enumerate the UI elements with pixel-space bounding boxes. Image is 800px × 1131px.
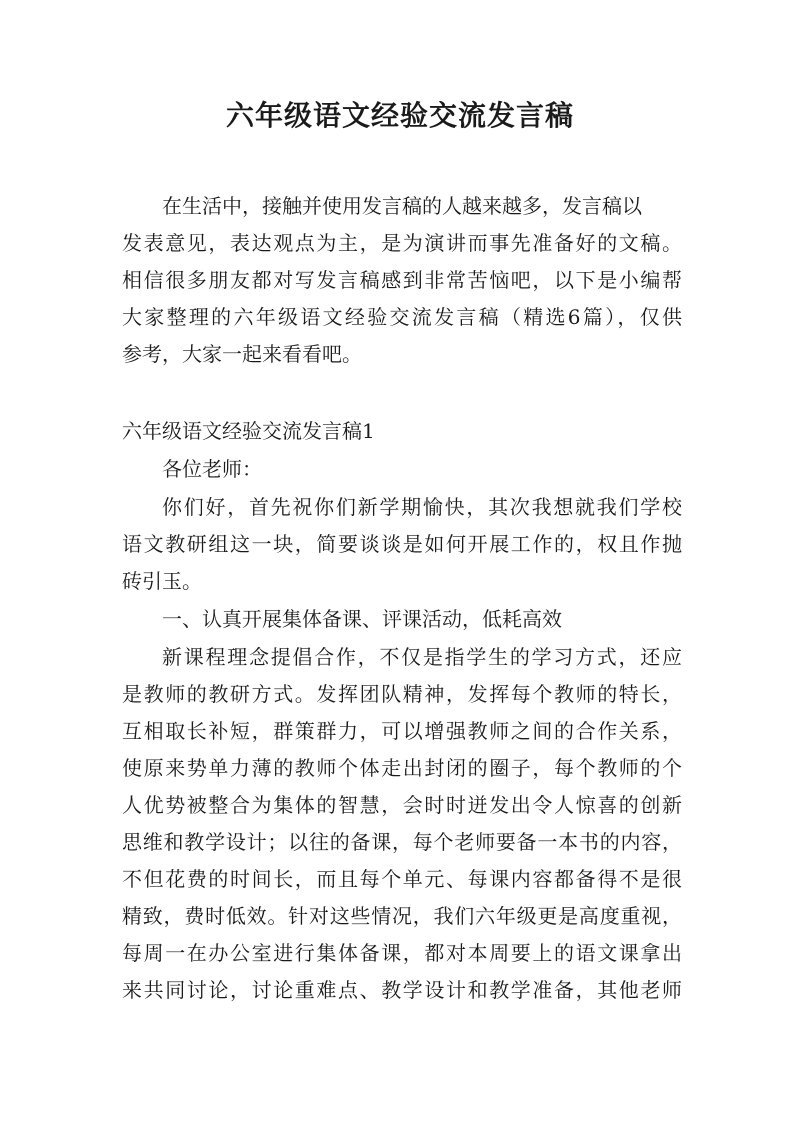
paragraph-line: 来共同讨论，讨论重难点、教学设计和教学准备，其他老师 (122, 978, 682, 1002)
document-title: 六年级语文经验交流发言稿 (225, 99, 574, 132)
paragraph-line: 每周一在办公室进行集体备课，都对本周要上的语文课拿出 (122, 941, 682, 965)
paragraph-line: 使原来势单力薄的教师个体走出封闭的圈子，每个教师的个 (122, 756, 682, 780)
subsection-heading: 一、认真开展集体备课、评课活动，低耗高效 (162, 607, 562, 631)
paragraph-line: 在生活中，接触并使用发言稿的人越来越多，发言稿以 (162, 194, 642, 218)
paragraph-line: 是教师的教研方式。发挥团队精神，发挥每个教师的特长， (122, 682, 682, 706)
paragraph-line: 语文教研组这一块，简要谈谈是如何开展工作的，权且作抛 (122, 532, 682, 556)
paragraph-line: 互相取长补短，群策群力，可以增强教师之间的合作关系， (122, 719, 682, 743)
paragraph-line: 发表意见，表达观点为主，是为演讲而事先准备好的文稿。 (122, 231, 682, 255)
paragraph-line: 砖引玉。 (122, 569, 202, 593)
paragraph-line: 不但花费的时间长，而且每个单元、每课内容都备得不是很 (122, 867, 682, 891)
paragraph-line: 新课程理念提倡合作，不仅是指学生的学习方式，还应 (162, 645, 682, 669)
paragraph-line: 思维和教学设计；以往的备课，每个老师要备一本书的内容， (122, 830, 682, 854)
paragraph-line: 精致，费时低效。针对这些情况，我们六年级更是高度重视， (122, 904, 682, 928)
paragraph-line: 相信很多朋友都对写发言稿感到非常苦恼吧，以下是小编帮 (122, 268, 682, 292)
paragraph-line: 你们好，首先祝你们新学期愉快，其次我想就我们学校 (162, 495, 682, 519)
paragraph-line: 参考，大家一起来看看吧。 (122, 342, 362, 366)
paragraph-line: 人优势被整合为集体的智慧，会时时迸发出令人惊喜的创新 (122, 793, 682, 817)
salutation: 各位老师： (162, 457, 262, 481)
paragraph-line: 大家整理的六年级语文经验交流发言稿（精选6篇），仅供 (122, 305, 682, 329)
section-heading: 六年级语文经验交流发言稿1 (122, 419, 375, 443)
